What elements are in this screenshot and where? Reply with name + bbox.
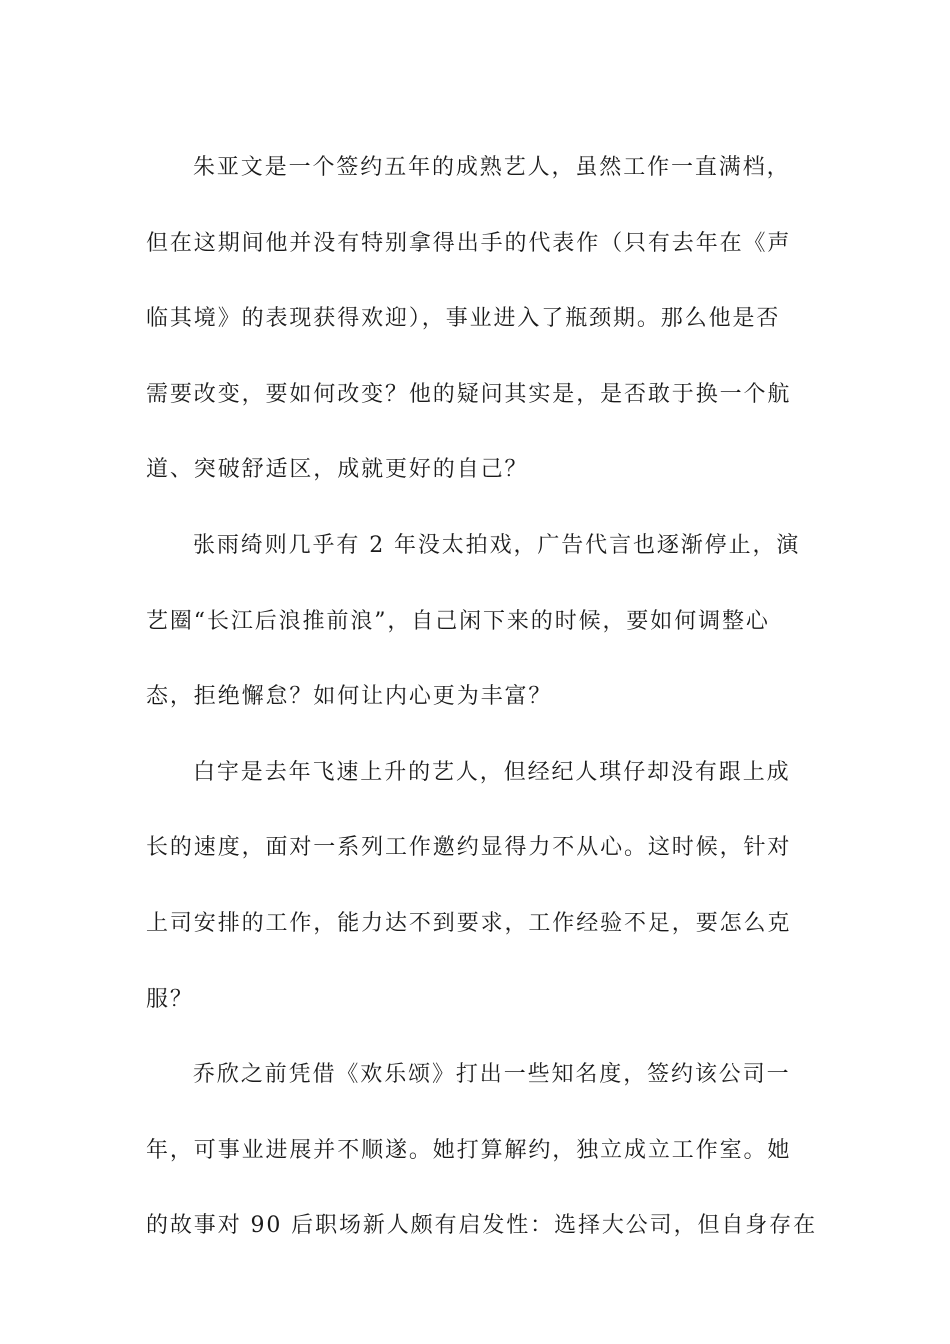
text-line: 但在这期间他并没有特别拿得出手的代表作（只有去年在《声: [146, 230, 792, 256]
text-line: 乔欣之前凭借《欢乐颂》打出一些知名度，签约该公司一: [193, 1062, 791, 1088]
text-line: 长的速度，面对一系列工作邀约显得力不从心。这时候，针对: [146, 835, 792, 861]
text-line: 的故事对 90 后职场新人颇有启发性：选择大公司，但自身存在: [146, 1213, 817, 1239]
text-line: 朱亚文是一个签约五年的成熟艺人，虽然工作一直满档，: [193, 155, 791, 180]
text-line: 态，拒绝懈怠？如何让内心更为丰富？: [146, 684, 553, 710]
text-line: 需要改变，要如何改变？他的疑问其实是，是否敢于换一个航: [146, 381, 792, 407]
text-line: 服？: [146, 986, 194, 1012]
text-line: 白宇是去年飞速上升的艺人，但经纪人琪仔却没有跟上成: [193, 759, 791, 785]
paragraph-bai-yu: [146, 735, 806, 1037]
text-line: 临其境》的表现获得欢迎），事业进入了瓶颈期。那么他是否: [146, 306, 781, 332]
document-body: [146, 130, 817, 1264]
paragraph-qiao-xin: [146, 1037, 817, 1264]
text-line: 上司安排的工作，能力达不到要求，工作经验不足，要怎么克: [146, 910, 792, 936]
paragraph-zhu-yawen: [146, 130, 806, 508]
text-line: 年，可事业进展并不顺遂。她打算解约，独立成立工作室。她: [146, 1137, 792, 1163]
paragraph-zhang-yuqi: [146, 508, 806, 735]
text-line: 张雨绮则几乎有 2 年没太拍戏，广告代言也逐渐停止，演: [193, 532, 801, 558]
text-line: 道、突破舒适区，成就更好的自己？: [146, 457, 529, 483]
text-line: 艺圈“长江后浪推前浪”，自己闲下来的时候，要如何调整心: [146, 608, 770, 634]
